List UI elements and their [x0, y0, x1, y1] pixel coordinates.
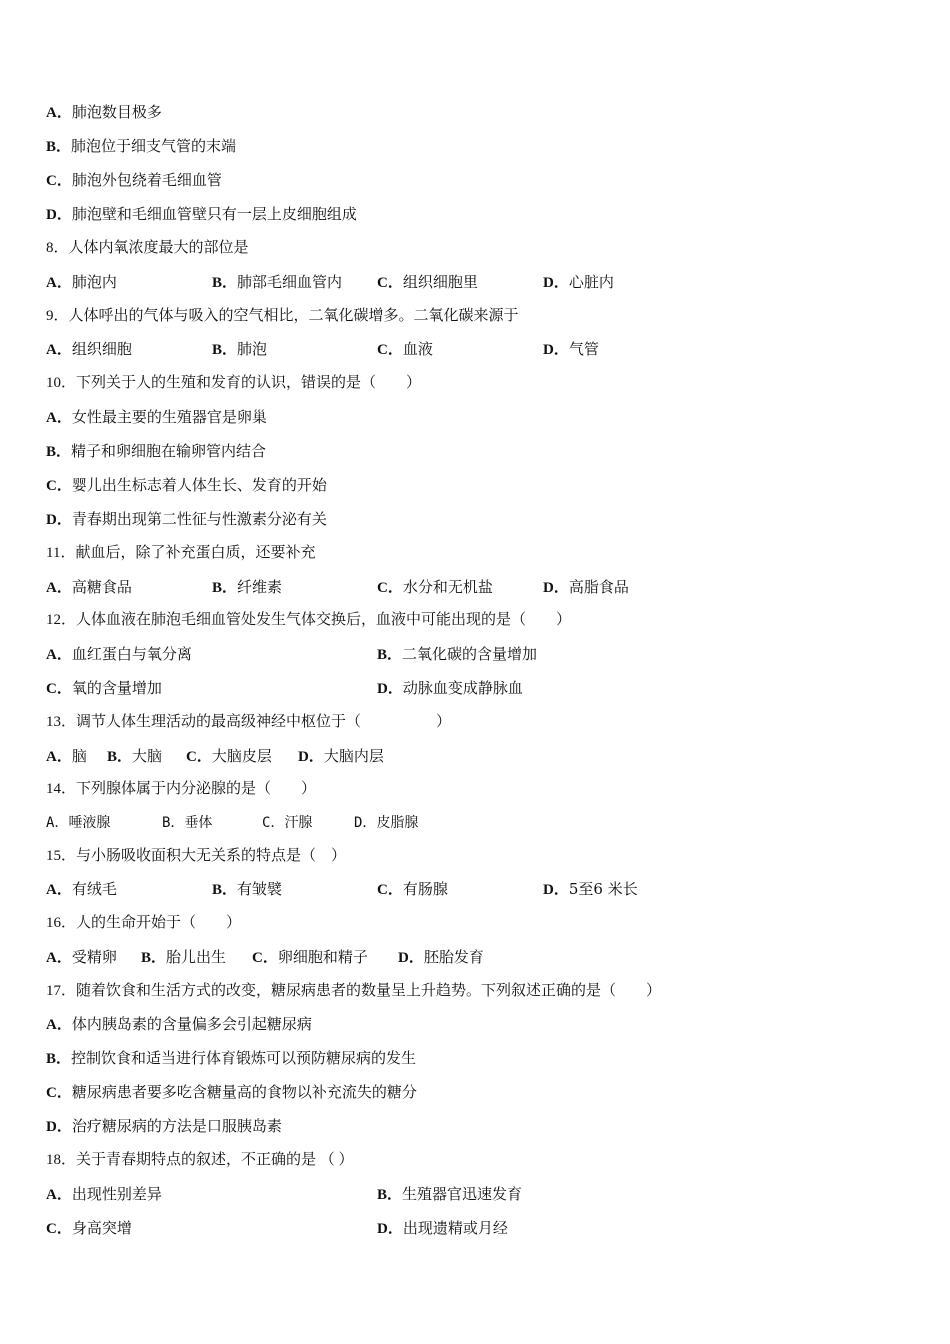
option-text: 受精卵	[71, 948, 117, 966]
q8-options	[46, 271, 906, 293]
option-text: 有皱襞	[237, 880, 283, 898]
option-text: 出现性别差异	[71, 1185, 162, 1203]
option-text: 肺泡位于细支气管的末端	[71, 137, 237, 155]
q15-options	[46, 878, 906, 900]
option-text: 皮脂腺	[376, 815, 419, 831]
option-letter: D．	[377, 681, 403, 697]
option-letter: B．	[377, 1187, 403, 1203]
option-text: 精子和卵细胞在输卵管内结合	[71, 442, 267, 460]
option-letter: B．	[212, 882, 238, 898]
q13-option-b	[107, 745, 162, 768]
q13-options	[46, 745, 906, 767]
option-text: 身高突增	[71, 1219, 132, 1237]
option-letter: D．	[46, 1119, 72, 1135]
q18-stem: 18．关于青春期特点的叙述，不正确的是 （ ）	[46, 1152, 354, 1168]
option-text: 控制饮食和适当进行体育锻炼可以预防糖尿病的发生	[71, 1049, 417, 1067]
option-text: 高脂食品	[568, 578, 629, 596]
option-letter: A．	[46, 950, 72, 966]
option-letter: D．	[298, 749, 324, 765]
q10-option-a	[46, 406, 267, 428]
option-letter: A．	[46, 342, 72, 358]
q14-stem: 14．下列腺体属于内分泌腺的是（ ）	[46, 781, 317, 797]
q16-option-c	[252, 946, 368, 969]
q11-options	[46, 576, 906, 598]
option-text: 心脏内	[568, 273, 614, 291]
q16-option-a	[46, 946, 117, 969]
option-letter: A．	[46, 647, 72, 663]
q18-option-a	[46, 1183, 162, 1206]
option-text: 卵细胞和精子	[277, 948, 368, 966]
q14-option-b	[162, 812, 212, 834]
q15-option-d	[543, 878, 638, 901]
option-text: 高糖食品	[71, 578, 132, 596]
q14-options	[46, 812, 906, 834]
q8-option-c	[377, 271, 478, 294]
q14-option-c	[262, 812, 312, 834]
option-text: 大脑	[132, 747, 163, 765]
option-letter: C．	[46, 1085, 72, 1101]
option-text: 血液	[402, 340, 433, 358]
option-text: 肺泡数目极多	[71, 103, 162, 121]
q7-option-c	[46, 169, 222, 191]
option-text: 生殖器官迅速发育	[402, 1185, 523, 1203]
q12-options-row2	[46, 677, 906, 699]
option-text: 二氧化碳的含量增加	[402, 645, 538, 663]
q12-option-d	[377, 677, 523, 700]
option-letter: B．	[46, 139, 72, 155]
option-text: 有绒毛	[71, 880, 117, 898]
option-letter: C．	[46, 173, 72, 189]
option-text: 治疗糖尿病的方法是口服胰岛素	[71, 1117, 282, 1135]
option-text: 体内胰岛素的含量偏多会引起糖尿病	[71, 1015, 312, 1033]
option-text: 垂体	[184, 815, 213, 831]
q17-option-b	[46, 1047, 416, 1069]
option-text: 出现遗精或月经	[402, 1219, 508, 1237]
q9-options	[46, 338, 906, 360]
option-letter: D．	[354, 815, 377, 831]
q10-option-b	[46, 440, 266, 462]
option-letter: B．	[162, 815, 185, 831]
option-letter: C．	[186, 749, 212, 765]
option-text: 大脑皮层	[211, 747, 272, 765]
q12-option-c	[46, 677, 162, 700]
option-letter: B．	[141, 950, 167, 966]
option-text: 肺泡壁和毛细血管壁只有一层上皮细胞组成	[71, 205, 357, 223]
option-text: 肺泡内	[71, 273, 117, 291]
option-letter: C．	[46, 1221, 72, 1237]
q9-option-a	[46, 338, 132, 361]
q11-stem: 11．献血后，除了补充蛋白质，还要补充	[46, 545, 316, 561]
option-letter: D．	[46, 512, 72, 528]
option-letter: C．	[377, 882, 403, 898]
q13-stem: 13．调节人体生理活动的最高级神经中枢位于（ ）	[46, 714, 452, 730]
option-text: 肺泡	[237, 340, 268, 358]
q13-option-a	[46, 745, 87, 768]
option-letter: B．	[377, 647, 403, 663]
q9-stem: 9．人体呼出的气体与吸入的空气相比，二氧化碳增多。二氧化碳来源于	[46, 308, 519, 324]
option-letter: C．	[377, 342, 403, 358]
option-letter: A．	[46, 275, 72, 291]
option-text: 脑	[71, 747, 87, 765]
q15-option-b	[212, 878, 282, 901]
option-letter: C．	[46, 478, 72, 494]
option-letter: A．	[46, 1187, 72, 1203]
q8-option-d	[543, 271, 614, 294]
option-text: 胚胎发育	[423, 948, 484, 966]
q18-option-b	[377, 1183, 522, 1206]
option-letter: B．	[212, 580, 238, 596]
q11-option-c	[377, 576, 493, 599]
q14-option-d	[354, 812, 418, 834]
option-letter: A．	[46, 410, 72, 426]
q11-option-b	[212, 576, 282, 599]
option-letter: C．	[46, 681, 72, 697]
option-letter: D．	[543, 580, 569, 596]
q7-option-d	[46, 203, 357, 225]
option-text: 肺泡外包绕着毛细血管	[71, 171, 222, 189]
option-letter: B．	[46, 444, 72, 460]
q17-option-d	[46, 1115, 282, 1137]
option-letter: D．	[377, 1221, 403, 1237]
option-text: 大脑内层	[323, 747, 384, 765]
q9-option-b	[212, 338, 267, 361]
q17-stem: 17．随着饮食和生活方式的改变，糖尿病患者的数量呈上升趋势。下列叙述正确的是（ ）	[46, 983, 662, 999]
option-letter: B．	[46, 1051, 72, 1067]
option-text: 胎儿出生	[166, 948, 227, 966]
q15-option-a	[46, 878, 117, 901]
option-letter: C．	[252, 950, 278, 966]
q15-option-c	[377, 878, 448, 901]
option-text: 纤维素	[237, 578, 283, 596]
q12-option-a	[46, 643, 192, 666]
q10-option-d	[46, 508, 327, 530]
option-text: 唾液腺	[68, 815, 111, 831]
q15-stem: 15．与小肠吸收面积大无关系的特点是（ ）	[46, 848, 347, 864]
q12-option-b	[377, 643, 537, 666]
option-letter: B．	[212, 342, 238, 358]
option-letter: D．	[543, 882, 569, 898]
option-text: 气管	[568, 340, 599, 358]
q17-option-c	[46, 1081, 417, 1103]
option-letter: A．	[46, 580, 72, 596]
q16-options	[46, 946, 906, 968]
option-text: 动脉血变成静脉血	[402, 679, 523, 697]
q13-option-c	[186, 745, 272, 768]
q18-options-row1	[46, 1183, 906, 1205]
option-letter: A．	[46, 1017, 72, 1033]
option-letter: A．	[46, 882, 72, 898]
q10-stem: 10．下列关于人的生殖和发育的认识，错误的是（ ）	[46, 375, 422, 391]
q17-option-a	[46, 1013, 312, 1035]
option-text: 婴儿出生标志着人体生长、发育的开始	[71, 476, 327, 494]
option-letter: C．	[377, 275, 403, 291]
option-text: 组织细胞里	[402, 273, 478, 291]
option-text: 有肠腺	[402, 880, 448, 898]
q8-option-a	[46, 271, 117, 294]
option-letter: A．	[46, 105, 72, 121]
option-letter: B．	[107, 749, 133, 765]
option-text: 肺部毛细血管内	[237, 273, 343, 291]
q8-stem: 8．人体内氧浓度最大的部位是	[46, 240, 249, 256]
q8-option-b	[212, 271, 342, 294]
option-text: 5至6 米长	[568, 880, 638, 898]
option-text: 水分和无机盐	[402, 578, 493, 596]
q9-option-c	[377, 338, 433, 361]
q18-option-d	[377, 1217, 508, 1240]
q16-option-b	[141, 946, 226, 969]
q14-option-a	[46, 812, 110, 834]
option-letter: C．	[262, 815, 285, 831]
q11-option-a	[46, 576, 132, 599]
q7-option-b	[46, 135, 236, 157]
option-letter: D．	[46, 207, 72, 223]
q12-stem: 12．人体血液在肺泡毛细血管处发生气体交换后，血液中可能出现的是（ ）	[46, 612, 572, 628]
option-letter: D．	[398, 950, 424, 966]
option-text: 糖尿病患者要多吃含糖量高的食物以补充流失的糖分	[71, 1083, 417, 1101]
q12-options-row1	[46, 643, 906, 665]
option-text: 氧的含量增加	[71, 679, 162, 697]
option-letter: C．	[377, 580, 403, 596]
q13-option-d	[298, 745, 384, 768]
q18-option-c	[46, 1217, 132, 1240]
option-text: 女性最主要的生殖器官是卵巢	[71, 408, 267, 426]
q7-option-a	[46, 101, 162, 123]
option-text: 青春期出现第二性征与性激素分泌有关	[71, 510, 327, 528]
option-text: 血红蛋白与氧分离	[71, 645, 192, 663]
option-letter: D．	[543, 275, 569, 291]
q11-option-d	[543, 576, 629, 599]
option-text: 汗腺	[284, 815, 313, 831]
q16-option-d	[398, 946, 484, 969]
q18-options-row2	[46, 1217, 906, 1239]
q16-stem: 16．人的生命开始于（ ）	[46, 915, 242, 931]
option-letter: A．	[46, 815, 69, 831]
option-letter: A．	[46, 749, 72, 765]
option-letter: B．	[212, 275, 238, 291]
q9-option-d	[543, 338, 599, 361]
option-letter: D．	[543, 342, 569, 358]
option-text: 组织细胞	[71, 340, 132, 358]
q10-option-c	[46, 474, 327, 496]
